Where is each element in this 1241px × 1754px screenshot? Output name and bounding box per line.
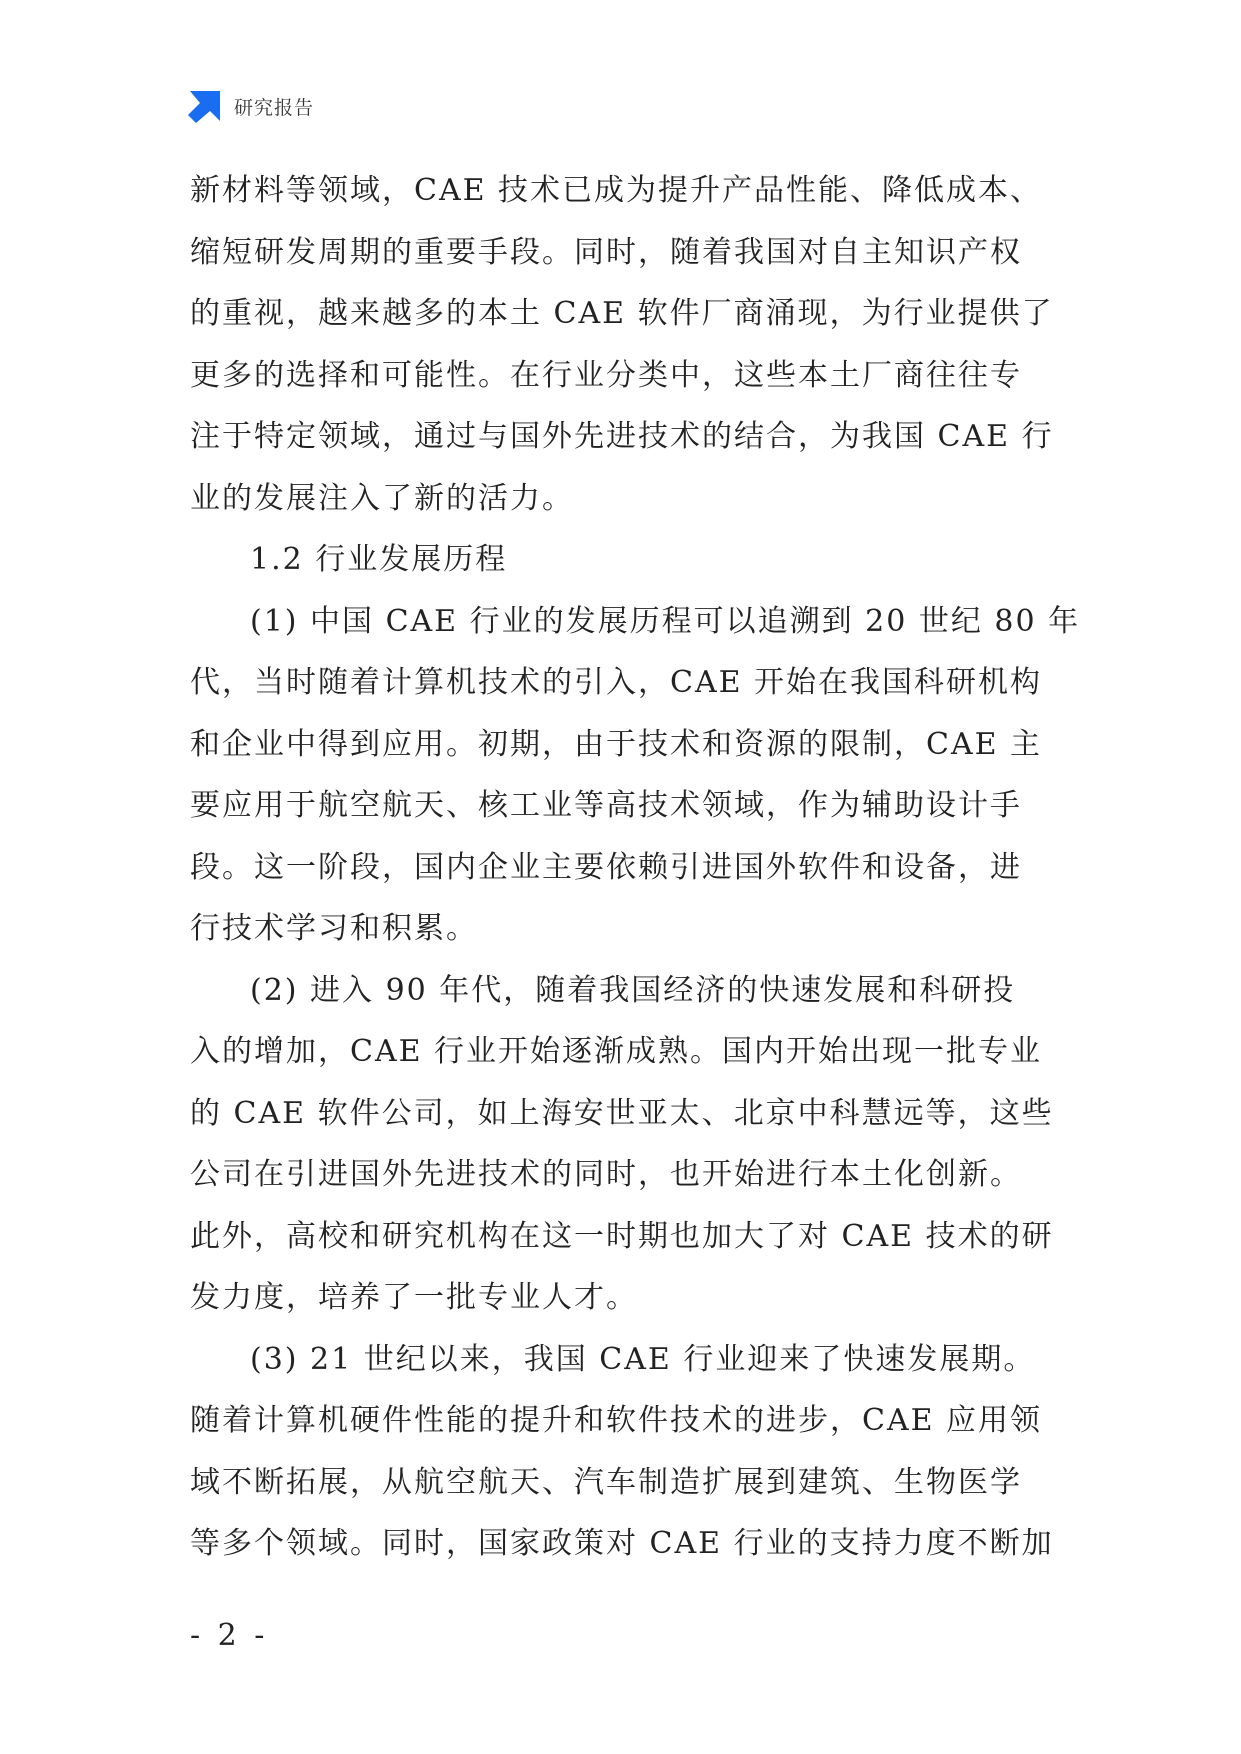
text-line: (1) 中国 CAE 行业的发展历程可以追溯到 20 世纪 80 年: [250, 603, 1081, 639]
text-line: 行技术学习和积累。: [190, 911, 478, 946]
text-line: 要应用于航空航天、核工业等高技术领域，作为辅助设计手: [190, 788, 1022, 823]
section-heading: 1.2 行业发展历程: [250, 542, 508, 577]
text-line: 代，当时随着计算机技术的引入，CAE 开始在我国科研机构: [190, 665, 1043, 700]
arrow-up-right-icon: [188, 89, 222, 123]
text-line: 缩短研发周期的重要手段。同时，随着我国对自主知识产权: [190, 234, 1022, 270]
text-line: 新材料等领域，CAE 技术已成为提升产品性能、降低成本、: [190, 173, 1043, 208]
text-line: 入的增加，CAE 行业开始逐渐成熟。国内开始出现一批专业: [190, 1034, 1043, 1069]
text-line: 等多个领域。同时，国家政策对 CAE 行业的支持力度不断加: [190, 1526, 1054, 1561]
text-line: 段。这一阶段，国内企业主要依赖引进国外软件和设备，进: [190, 849, 1022, 885]
text-line: 的重视，越来越多的本土 CAE 软件厂商涌现，为行业提供了: [190, 296, 1054, 331]
page-header: [188, 88, 314, 124]
header-title: 研究报告: [234, 96, 315, 119]
text-line: 域不断拓展，从航空航天、汽车制造扩展到建筑、生物医学: [190, 1464, 1022, 1500]
page-number: - 2 -: [190, 1618, 269, 1653]
text-line: 发力度，培养了一批专业人才。: [190, 1280, 638, 1315]
text-line: (2) 进入 90 年代，随着我国经济的快速发展和科研投: [250, 972, 1016, 1008]
text-line: (3) 21 世纪以来，我国 CAE 行业迎来了快速发展期。: [250, 1341, 1036, 1377]
text-line: 随着计算机硬件性能的提升和软件技术的进步，CAE 应用领: [190, 1403, 1043, 1438]
text-line: 业的发展注入了新的活力。: [190, 480, 574, 516]
document-body: [190, 160, 1081, 1575]
text-line: 公司在引进国外先进技术的同时，也开始进行本土化创新。: [190, 1157, 1022, 1192]
text-line: 此外，高校和研究机构在这一时期也加大了对 CAE 技术的研: [190, 1218, 1054, 1254]
text-line: 注于特定领域，通过与国外先进技术的结合，为我国 CAE 行: [190, 419, 1054, 454]
text-line: 的 CAE 软件公司，如上海安世亚太、北京中科慧远等，这些: [190, 1095, 1054, 1131]
text-line: 和企业中得到应用。初期，由于技术和资源的限制，CAE 主: [190, 726, 1043, 762]
text-line: 更多的选择和可能性。在行业分类中，这些本土厂商往往专: [190, 357, 1022, 393]
